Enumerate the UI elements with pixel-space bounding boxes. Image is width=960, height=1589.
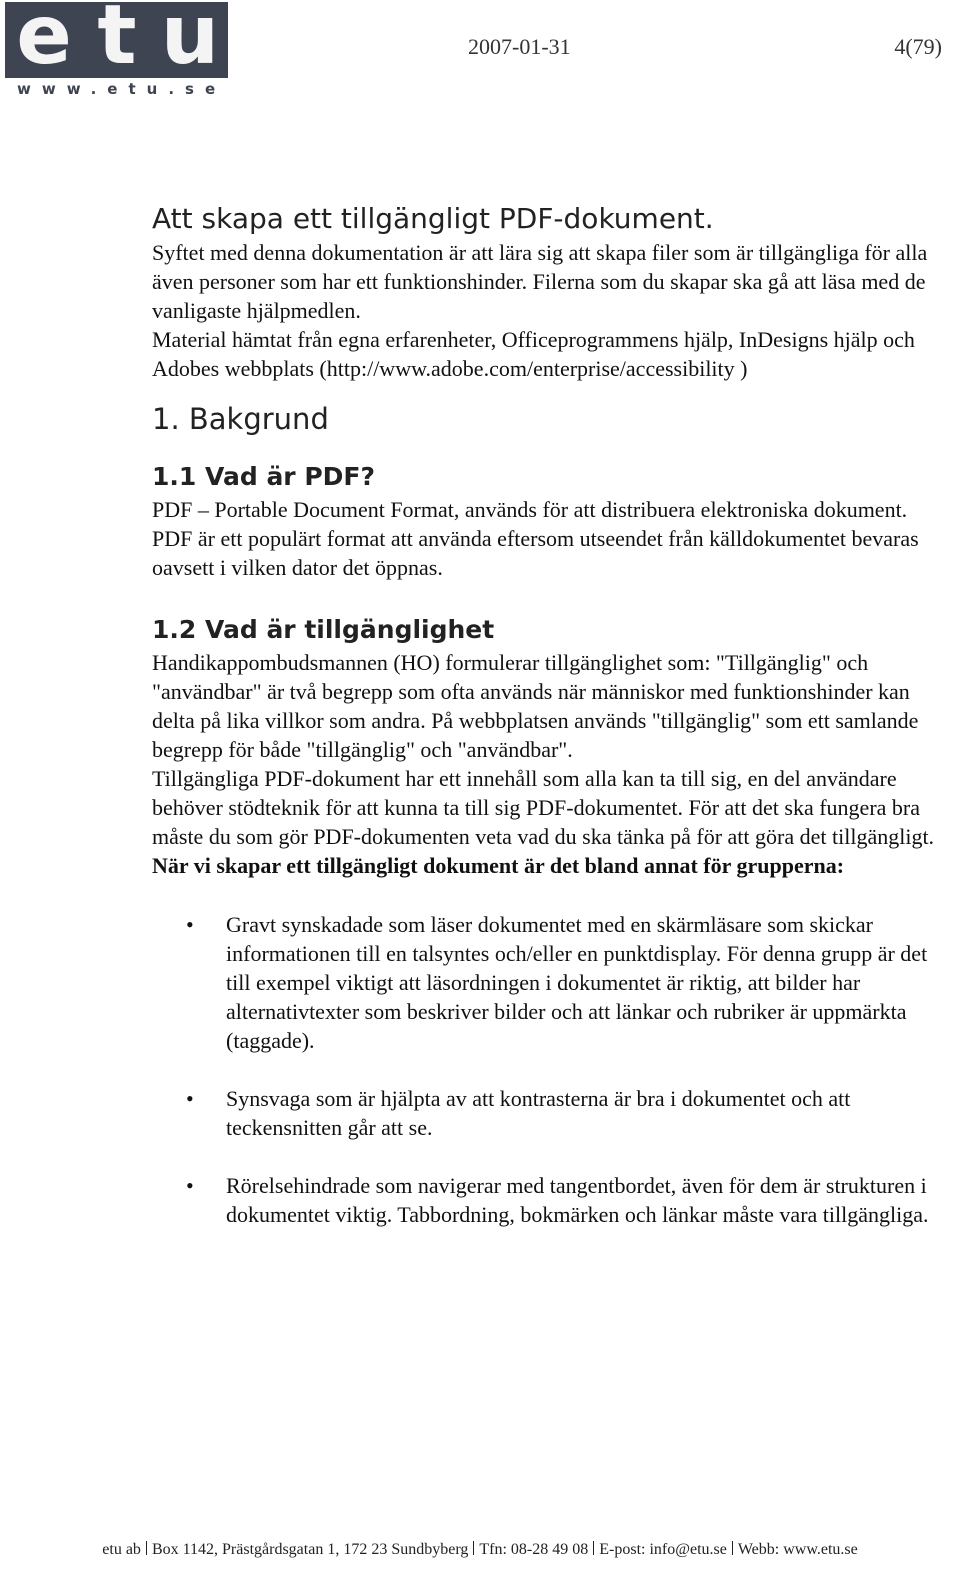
source-text-end: )	[734, 356, 748, 381]
intro-paragraph: Syftet med denna dokumentation är att lära sig att skapa filer som är tillgängliga för alla även personer som har ett funktionshinder. Filerna som du skapar ska gå att läsa med de vanligaste hjälpmedlen.	[152, 240, 928, 323]
footer-phone: Tfn: 08-28 49 08	[479, 1541, 589, 1558]
subsection-heading-what-is-pdf: 1.1 Vad är PDF?	[152, 462, 375, 491]
list-item-text: Synsvaga som är hjälpta av att kontrasterna är bra i dokumentet och att teckensnitten går att se.	[226, 1086, 851, 1140]
logo-box	[5, 0, 228, 83]
logo-letter-u: u	[160, 0, 220, 83]
target-groups-heading: När vi skapar ett tillgängligt dokument är det bland annat för grupperna:	[152, 853, 845, 878]
bullet-icon: •	[186, 1086, 194, 1111]
list-item	[152, 1171, 942, 1229]
footer-separator	[473, 1541, 474, 1555]
list-item	[152, 910, 942, 1055]
bullet-icon: •	[186, 912, 194, 937]
footer-separator	[593, 1541, 594, 1555]
section-heading-background: 1. Bakgrund	[152, 402, 329, 436]
footer-company: etu ab	[102, 1541, 141, 1558]
footer-separator	[146, 1541, 147, 1555]
pdf-definition-paragraph: PDF – Portable Document Format, används för att distribuera elektroniska dokument.	[152, 497, 908, 522]
logo-letter-e: e	[16, 0, 72, 83]
logo-url: www.etu.se	[17, 80, 227, 98]
header-date: 2007-01-31	[468, 34, 571, 59]
document-title: Att skapa ett tillgängligt PDF-dokument.	[152, 202, 714, 235]
etu-logo	[5, 2, 230, 98]
page-footer	[0, 1541, 960, 1559]
footer-separator	[732, 1541, 733, 1555]
logo-letter-t: t	[97, 0, 137, 83]
accessible-pdf-paragraph: Tillgängliga PDF-dokument har ett innehåll som alla kan ta till sig, en del användare behöver stödteknik för att kunna ta till sig PDF-dokumentet. För att det ska fungera bra måste du som gör PDF-dokumenten veta vad du ska tänka på för att göra det tillgängligt.	[152, 766, 935, 849]
document-body	[152, 200, 942, 1258]
list-item-text: Gravt synskadade som läser dokumentet med en skärmläsare som skickar informationen till en talsyntes och/eller en punktdisplay. För denna grupp är det till exempel viktigt att läsordningen i dokumentet är riktig, att bilder har alternativtexter som beskriver bilder och att länkar och rubriker är uppmärkta (taggade).	[226, 912, 928, 1053]
footer-email: E-post: info@etu.se	[599, 1541, 727, 1558]
bullet-icon: •	[186, 1173, 194, 1198]
pdf-popular-paragraph: PDF är ett populärt format att använda eftersom utseendet från källdokumentet bevaras oavsett i vilken dator det öppnas.	[152, 526, 919, 580]
subsection-heading-accessibility: 1.2 Vad är tillgänglighet	[152, 615, 495, 644]
source-text: Material hämtat från egna erfarenheter, Officeprogrammens hjälp, InDesigns hjälp och Adobes webbplats (	[152, 327, 915, 381]
header-page-number: 4(79)	[894, 34, 942, 59]
adobe-link[interactable]: http://www.adobe.com/enterprise/accessibility	[326, 356, 735, 381]
footer-website: Webb: www.etu.se	[737, 1541, 858, 1558]
target-groups-list	[152, 910, 942, 1229]
list-item	[152, 1084, 942, 1142]
list-item-text: Rörelsehindrade som navigerar med tangentbordet, även för dem är strukturen i dokumentet viktig. Tabbordning, bokmärken och länkar måste vara tillgängliga.	[226, 1173, 929, 1227]
footer-address: Box 1142, Prästgårdsgatan 1, 172 23 Sundbyberg	[151, 1541, 469, 1558]
ho-definition-paragraph: Handikappombudsmannen (HO) formulerar tillgänglighet som: "Tillgänglig" och "användbar" är två begrepp som ofta används när människor med funktionshinder kan delta på lika villkor som andra. På webbplatsen används "tillgänglig" som ett samlande begrepp för både "tillgänglig" och "användbar".	[152, 650, 919, 762]
source-paragraph	[152, 325, 942, 383]
